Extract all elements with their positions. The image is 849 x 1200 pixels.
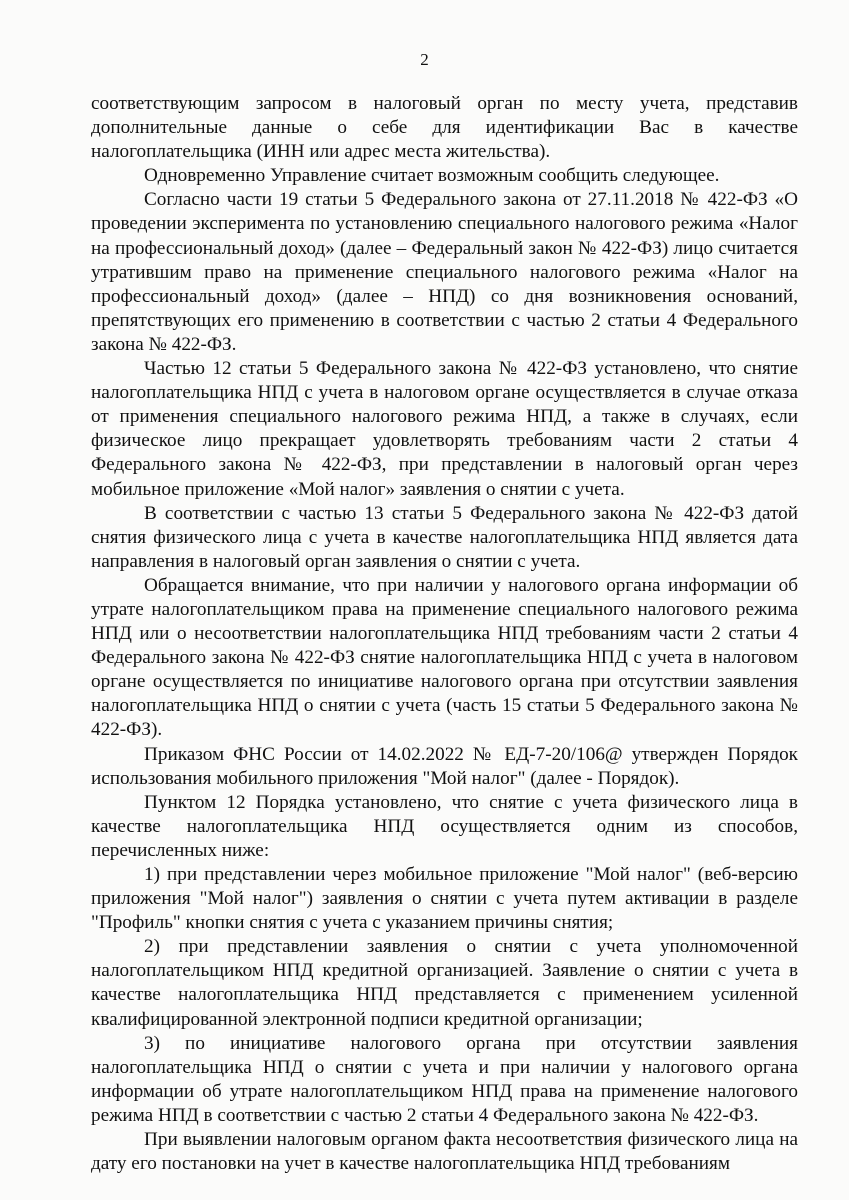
list-item-2: 2) при представлении заявления о снятии с учета уполномоченной налогоплательщиком НПД кредитной организацией. Заявление о снятии с учета в качестве налогоплательщика НПД представляется с применением усиленной квалифицированной электронной подписи кредитной организации; xyxy=(91,936,798,1030)
paragraph-continuation: соответствующим запросом в налоговый орган по месту учета, представив дополнительные данные о себе для идентификации Вас в качестве налогоплательщика (ИНН или адрес места жительства). xyxy=(91,93,798,163)
paragraph-order: Приказом ФНС России от 14.02.2022 № ЕД-7-20/106@ утвержден Порядок использования мобильного приложения "Мой налог" (далее - Порядок). xyxy=(91,743,798,789)
paragraph-law-part-12: Частью 12 статьи 5 Федерального закона № 422-ФЗ установлено, что снятие налогоплательщика НПД с учета в налоговом органе осуществляется в случае отказа от применения специального налогового режима НПД, а также в случаях, если физическое лицо прекращает удовлетворять требованиям части 2 статьи 4 Федерального закона № 422-ФЗ, при представлении в налоговый орган через мобильное приложение «Мой налог» заявления о снятии с учета. xyxy=(91,358,798,500)
paragraph-point-12: Пунктом 12 Порядка установлено, что снятие с учета физического лица в качестве налогоплательщика НПД осуществляется одним из способов, перечисленных ниже: xyxy=(91,791,798,861)
paragraph-law-part-19: Согласно части 19 статьи 5 Федерального закона от 27.11.2018 № 422-ФЗ «О проведении эксперимента по установлению специального налогового режима «Налог на профессиональный доход» (далее – Федеральный закон № 422-ФЗ) лицо считается утратившим право на применение специального налогового режима «Налог на профессиональный доход» (далее – НПД) со дня возникновения оснований, препятствующих его применению в соответствии с частью 2 статьи 4 Федерального закона № 422-ФЗ. xyxy=(91,189,798,355)
list-item-1: 1) при представлении через мобильное приложение "Мой налог" (веб-версию приложения "Мой налог") заявления о снятии с учета путем активации в разделе "Профиль" кнопки снятия с учета с указанием причины снятия; xyxy=(91,864,798,934)
paragraph-law-part-13: В соответствии с частью 13 статьи 5 Федерального закона № 422-ФЗ датой снятия физического лица с учета в качестве налогоплательщика НПД является дата направления в налоговый орган заявления о снятии с учета. xyxy=(91,502,798,572)
paragraph-intro: Одновременно Управление считает возможным сообщить следующее. xyxy=(144,165,720,187)
document-body xyxy=(91,92,798,1176)
paragraph-detection: При выявлении налоговым органом факта несоответствия физического лица на дату его постановки на учет в качестве налогоплательщика НПД требованиям xyxy=(91,1129,798,1175)
list-item-3: 3) по инициативе налогового органа при отсутствии заявления налогоплательщика НПД о снятии с учета и при наличии у налогового органа информации об утрате налогоплательщиком НПД права на применение налогового режима НПД в соответствии с частью 2 статьи 4 Федерального закона № 422-ФЗ. xyxy=(91,1032,798,1126)
paragraph-attention: Обращается внимание, что при наличии у налогового органа информации об утрате налогоплательщиком права на применение специального налогового режима НПД или о несоответствии налогоплательщика НПД требованиям части 2 статьи 4 Федерального закона № 422-ФЗ снятие налогоплательщика НПД с учета в налоговом органе осуществляется по инициативе налогового органа при отсутствии заявления налогоплательщика НПД о снятии с учета (часть 15 статьи 5 Федерального закона № 422-ФЗ). xyxy=(91,574,798,741)
page-number: 2 xyxy=(420,50,429,69)
